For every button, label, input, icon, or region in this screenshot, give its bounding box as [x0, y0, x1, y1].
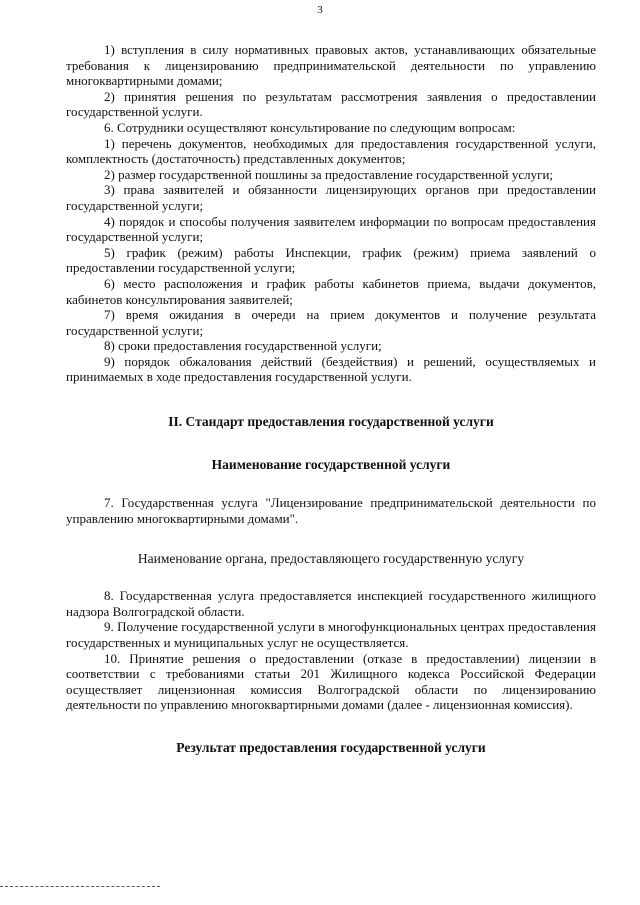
- document-body: [66, 42, 596, 756]
- paragraph: 3) права заявителей и обязанности лицензирующих органов при предоставлении государственной услуги;: [66, 182, 596, 213]
- paragraph: 9) порядок обжалования действий (бездействия) и решений, осуществляемых и принимаемых в ходе предоставления государственной услуги.: [66, 353, 596, 385]
- paragraph: 4) порядок и способы получения заявителем информации по вопросам предоставления государственной услуги;: [66, 213, 596, 245]
- paragraph: 5) график (режим) работы Инспекции, график (режим) приема заявлений о предоставлении государственной услуги;: [66, 244, 596, 276]
- paragraph: 6. Сотрудники осуществляют консультирование по следующим вопросам:: [104, 119, 516, 135]
- paragraph: 7. Государственная услуга "Лицензирование предпринимательской деятельности по управлению многоквартирными домами".: [66, 495, 596, 526]
- paragraph: 10. Принятие решения о предоставлении (отказе в предоставлении) лицензии в соответствии с требованиями статьи 201 Жилищного кодекса Российской Федерации осуществляет лицензионная комиссия Волгоградской области по лицензированию деятельности по управлению многоквартирными домами (далее - лицензионная комиссия).: [66, 650, 596, 713]
- paragraph: 2) принятия решения по результатам рассмотрения заявления о предоставлении государственной услуги.: [66, 88, 596, 120]
- paragraph: 8) сроки предоставления государственной услуги;: [104, 338, 382, 354]
- page-number: 3: [317, 4, 323, 16]
- paragraph: 2) размер государственной пошлины за предоставление государственной услуги;: [104, 166, 554, 182]
- paragraph: 1) перечень документов, необходимых для предоставления государственной услуги, комплектность (достаточность) представленных документов;: [66, 135, 596, 167]
- footer-rule: [0, 886, 160, 887]
- subheading-organ: Наименование органа, предоставляющего государственную услугу: [137, 551, 525, 567]
- subheading-result: Результат предоставления государственной услуги: [176, 740, 486, 755]
- paragraph: 7) время ожидания в очереди на прием документов и получение результата государственной услуги;: [66, 307, 596, 338]
- paragraph: 8. Государственная услуга предоставляется инспекцией государственного жилищного надзора Волгоградской области.: [66, 588, 596, 619]
- subheading-service-name: Наименование государственной услуги: [211, 457, 451, 473]
- paragraph: 6) место расположения и график работы кабинетов приема, выдачи документов, кабинетов консультирования заявителей;: [66, 275, 596, 307]
- section-heading: II. Стандарт предоставления государственной услуги: [168, 414, 494, 430]
- paragraph: 1) вступления в силу нормативных правовых актов, устанавливающих обязательные требования к лицензированию предпринимательской деятельности по управлению многоквартирными домами;: [66, 42, 596, 89]
- paragraph: 9. Получение государственной услуги в многофункциональных центрах предоставления государственных и муниципальных услуг не осуществляется.: [66, 619, 596, 651]
